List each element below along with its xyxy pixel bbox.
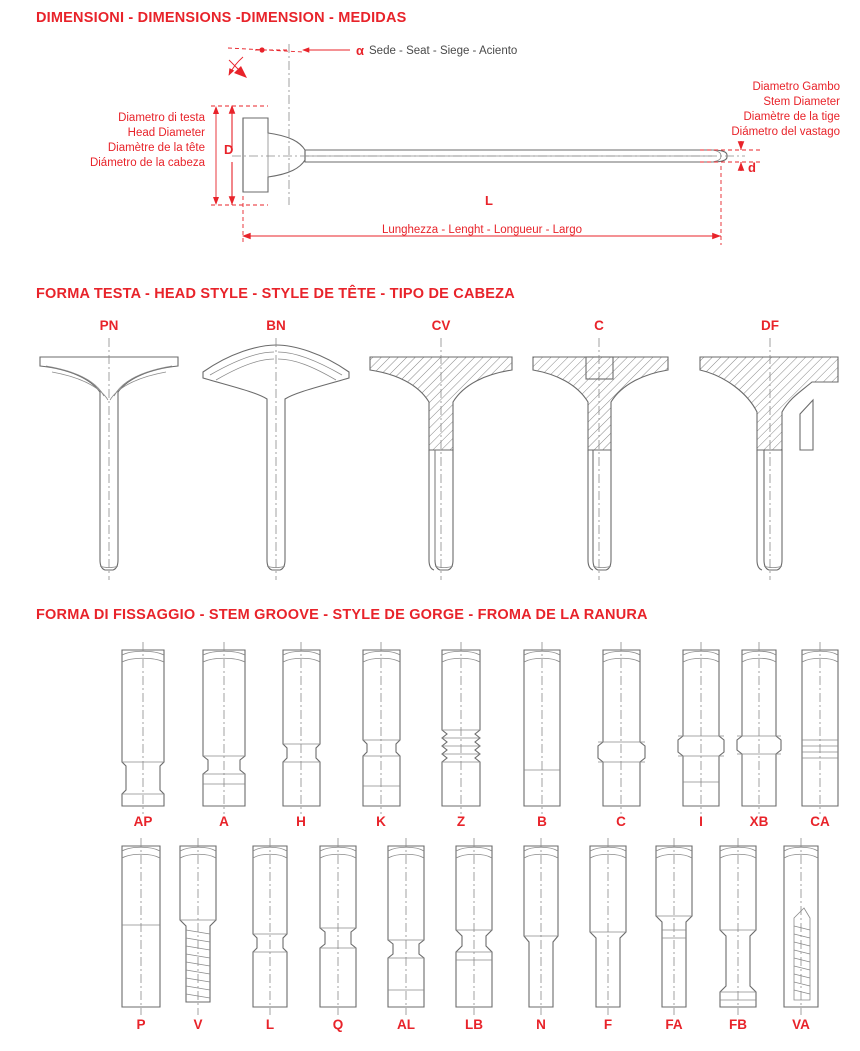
stem-groove-B bbox=[524, 642, 560, 814]
stem-groove-P bbox=[122, 838, 160, 1015]
stem-groove-Z bbox=[442, 642, 480, 814]
head-diameter-line-4: Diámetro de la cabeza bbox=[89, 157, 205, 169]
stem-groove-F bbox=[590, 838, 626, 1015]
head-diameter-symbol: D bbox=[224, 142, 234, 157]
head-style-label-C: C bbox=[594, 318, 604, 333]
seat-angle-symbol: α bbox=[356, 43, 364, 58]
head-style-BN bbox=[203, 338, 349, 580]
stem-groove-label-C: C bbox=[616, 814, 626, 829]
stem-groove-label-F: F bbox=[603, 1017, 613, 1032]
head-style-DF bbox=[700, 338, 838, 580]
stem-groove-label-V: V bbox=[193, 1017, 203, 1032]
stem-groove-AP bbox=[122, 642, 164, 814]
head-style-CV bbox=[370, 338, 512, 580]
head-style-label-BN: BN bbox=[266, 318, 286, 333]
head-style-C bbox=[533, 338, 668, 580]
head-style-drawings bbox=[40, 318, 838, 580]
seat-angle-construction bbox=[228, 44, 350, 205]
stem-groove-L bbox=[253, 838, 287, 1015]
stem-groove-VA bbox=[784, 838, 818, 1015]
stem-groove-label-LB: LB bbox=[465, 1017, 483, 1032]
stem-groove-A bbox=[203, 642, 245, 814]
stem-groove-FB bbox=[720, 838, 756, 1015]
dimensions-drawing bbox=[90, 43, 840, 245]
stem-groove-FA bbox=[656, 838, 692, 1015]
stem-groove-label-P: P bbox=[136, 1017, 146, 1032]
stem-groove-row-2 bbox=[122, 838, 818, 1032]
stem-groove-Q bbox=[320, 838, 356, 1015]
head-style-PN bbox=[40, 338, 178, 580]
length-label: Lunghezza - Lenght - Longueur - Largo bbox=[381, 224, 583, 236]
stem-groove-label-A: A bbox=[219, 814, 229, 829]
section-title-head-style: FORMA TESTA - HEAD STYLE - STYLE DE TÊTE - TIPO DE CABEZA bbox=[36, 286, 515, 302]
stem-groove-label-I: I bbox=[699, 814, 703, 829]
stem-groove-row-1 bbox=[122, 642, 838, 829]
stem-groove-label-XB: XB bbox=[749, 814, 769, 829]
stem-groove-label-Z: Z bbox=[456, 814, 466, 829]
stem-groove-I bbox=[678, 642, 724, 814]
head-diameter-line-2: Head Diameter bbox=[127, 127, 205, 139]
stem-diameter-line-4: Diámetro del vastago bbox=[731, 126, 840, 138]
stem-diameter-line-2: Stem Diameter bbox=[763, 96, 840, 108]
head-diameter-line-1: Diametro di testa bbox=[118, 112, 205, 124]
head-style-label-DF: DF bbox=[761, 318, 779, 333]
stem-groove-label-FB: FB bbox=[729, 1017, 747, 1032]
stem-groove-label-Q: Q bbox=[332, 1017, 344, 1032]
stem-groove-label-VA: VA bbox=[792, 1017, 810, 1032]
stem-groove-label-AP: AP bbox=[133, 814, 153, 829]
stem-groove-N bbox=[524, 838, 558, 1015]
stem-groove-CA bbox=[802, 642, 838, 814]
stem-groove-AL bbox=[388, 838, 424, 1015]
stem-groove-label-CA: CA bbox=[810, 814, 830, 829]
section-title-dimensions: DIMENSIONI - DIMENSIONS -DIMENSION - MEDIDAS bbox=[36, 10, 407, 26]
head-diameter-line-3: Diamètre de la tête bbox=[107, 142, 205, 154]
stem-groove-label-K: K bbox=[376, 814, 386, 829]
stem-groove-C bbox=[598, 642, 645, 814]
stem-groove-XB bbox=[737, 642, 781, 814]
stem-groove-LB bbox=[456, 838, 492, 1015]
stem-groove-V bbox=[180, 838, 216, 1015]
stem-groove-H bbox=[283, 642, 320, 814]
stem-groove-label-B: B bbox=[537, 814, 547, 829]
stem-groove-label-FA: FA bbox=[665, 1017, 683, 1032]
stem-diameter-line-3: Diamètre de la tige bbox=[743, 111, 840, 123]
stem-groove-label-N: N bbox=[536, 1017, 546, 1032]
seat-angle-label: Sede - Seat - Siege - Aciento bbox=[369, 45, 518, 57]
stem-groove-label-AL: AL bbox=[397, 1017, 415, 1032]
valve-profile bbox=[232, 118, 745, 192]
stem-diameter-line-1: Diametro Gambo bbox=[752, 81, 840, 93]
length-symbol: L bbox=[485, 193, 493, 208]
head-style-label-CV: CV bbox=[431, 318, 451, 333]
head-diameter-dimension bbox=[211, 106, 268, 205]
stem-groove-label-L: L bbox=[265, 1017, 275, 1032]
stem-groove-K bbox=[363, 642, 400, 814]
section-title-stem-groove: FORMA DI FISSAGGIO - STEM GROOVE - STYLE DE GORGE - FROMA DE LA RANURA bbox=[36, 607, 648, 623]
head-style-label-PN: PN bbox=[99, 318, 119, 333]
stem-diameter-symbol: d bbox=[748, 160, 756, 175]
stem-groove-label-H: H bbox=[296, 814, 306, 829]
